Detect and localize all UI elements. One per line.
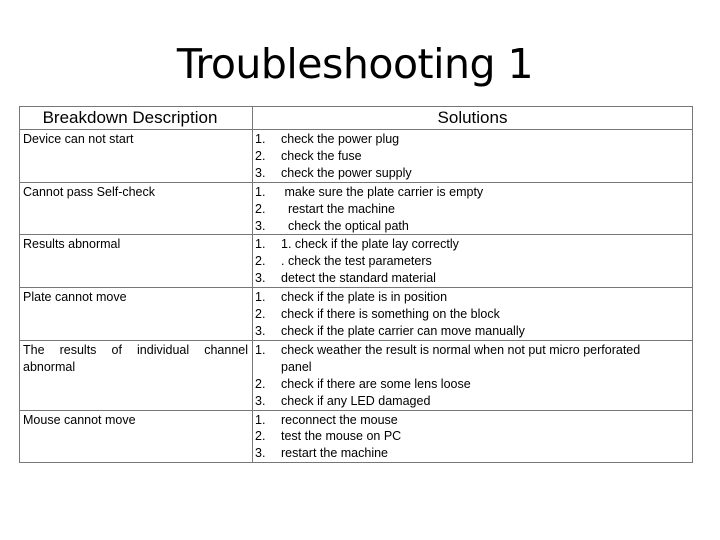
solutions-cell xyxy=(253,182,693,235)
step-number: 2. xyxy=(255,254,266,269)
table-row xyxy=(20,235,693,288)
solution-step xyxy=(255,342,692,359)
solution-step xyxy=(255,412,692,429)
step-text-continuation: panel xyxy=(281,359,312,374)
step-number: 1. xyxy=(255,237,266,252)
step-number: 3. xyxy=(255,165,266,180)
step-number: 3. xyxy=(255,393,266,408)
step-number: 1. xyxy=(255,342,266,357)
breakdown-description: Mouse cannot move xyxy=(20,410,253,463)
step-text: check if there are some lens loose xyxy=(281,376,471,391)
step-text: reconnect the mouse xyxy=(281,412,398,427)
step-text: check if the plate is in position xyxy=(281,290,448,305)
table-row xyxy=(20,130,693,183)
solution-step xyxy=(255,445,692,462)
solution-step xyxy=(255,270,692,287)
solution-step xyxy=(255,201,692,218)
step-text: restart the machine xyxy=(281,446,388,461)
solution-step xyxy=(255,376,692,393)
solution-step xyxy=(255,323,692,340)
solution-step xyxy=(255,253,692,270)
step-number: 2. xyxy=(255,429,266,444)
step-number: 2. xyxy=(255,201,266,216)
header-solutions: Solutions xyxy=(253,107,693,130)
solution-step xyxy=(255,306,692,323)
step-number: 3. xyxy=(255,446,266,461)
step-number: 2. xyxy=(255,148,266,163)
solution-step xyxy=(255,393,692,410)
step-text: check the power supply xyxy=(281,165,412,180)
step-text: check the optical path xyxy=(281,218,409,233)
solution-step xyxy=(255,165,692,182)
step-number: 2. xyxy=(255,376,266,391)
description-line: abnormal xyxy=(23,359,76,374)
page-title: Troubleshooting 1 xyxy=(176,40,534,88)
table-row xyxy=(20,288,693,341)
step-text: . check the test parameters xyxy=(281,254,432,269)
solution-step xyxy=(255,289,692,306)
step-text: check if any LED damaged xyxy=(281,393,431,408)
step-text: check weather the result is normal when not put micro perforated xyxy=(281,342,641,357)
step-number: 3. xyxy=(255,218,266,233)
solutions-cell xyxy=(253,288,693,341)
step-text: check if there is something on the block xyxy=(281,307,500,322)
solutions-cell xyxy=(253,235,693,288)
breakdown-description: Device can not start xyxy=(20,130,253,183)
step-text: make sure the plate carrier is empty xyxy=(281,184,484,199)
solutions-cell xyxy=(253,130,693,183)
troubleshooting-table xyxy=(19,106,693,463)
solutions-cell xyxy=(253,410,693,463)
step-text: test the mouse on PC xyxy=(281,429,402,444)
header-row xyxy=(20,107,693,130)
breakdown-description: Plate cannot move xyxy=(20,288,253,341)
step-number: 1. xyxy=(255,412,266,427)
solutions-cell xyxy=(253,340,693,410)
solution-step xyxy=(255,131,692,148)
solution-step xyxy=(255,236,692,253)
step-text: check if the plate carrier can move manually xyxy=(281,323,525,338)
table-row xyxy=(20,182,693,235)
step-text: 1. check if the plate lay correctly xyxy=(281,237,459,252)
description-line: The results of individual channel xyxy=(23,342,248,357)
solution-step xyxy=(255,218,692,235)
step-number: 3. xyxy=(255,323,266,338)
step-number: 1. xyxy=(255,132,266,146)
header-breakdown-description: Breakdown Description xyxy=(20,107,253,130)
step-text: check the fuse xyxy=(281,148,362,163)
solution-step xyxy=(255,428,692,445)
step-text: check the power plug xyxy=(281,132,400,146)
solution-step xyxy=(255,184,692,201)
breakdown-description xyxy=(20,340,253,410)
solution-step xyxy=(255,148,692,165)
step-text: detect the standard material xyxy=(281,271,436,286)
step-number: 1. xyxy=(255,290,266,305)
breakdown-description: Results abnormal xyxy=(20,235,253,288)
breakdown-description: Cannot pass Self-check xyxy=(20,182,253,235)
step-number: 3. xyxy=(255,271,266,286)
step-number: 2. xyxy=(255,307,266,322)
table-row xyxy=(20,340,693,410)
step-text: restart the machine xyxy=(281,201,395,216)
table-row xyxy=(20,410,693,463)
step-number: 1. xyxy=(255,184,266,199)
